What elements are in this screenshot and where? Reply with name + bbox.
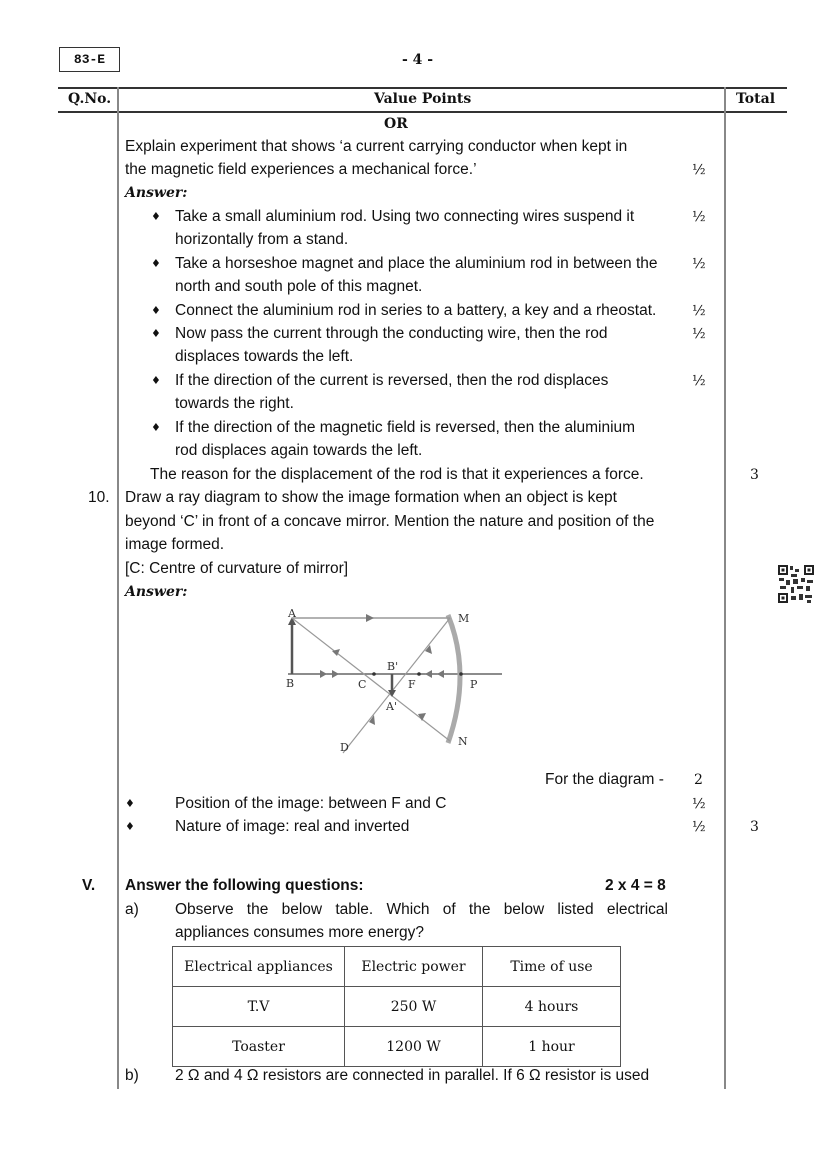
table-cell: 1200 W <box>345 1027 483 1067</box>
step-1-line2: horizontally from a stand. <box>175 231 349 248</box>
section-v-marks: 2 x 4 = 8 <box>605 877 666 894</box>
bullet-icon: ♦ <box>151 257 161 270</box>
q-b-line1: 2 Ω and 4 Ω resistors are connected in parallel. If 6 Ω resistor is used <box>175 1067 650 1084</box>
q-a-line2: appliances consumes more energy? <box>175 924 424 941</box>
step-5-line2: towards the right. <box>175 395 294 412</box>
table-header-rule <box>58 111 787 113</box>
bullet-icon: ♦ <box>151 304 161 317</box>
step-6-line1: If the direction of the magnetic field is reversed, then the aluminium <box>175 419 636 436</box>
step-5-line1: If the direction of the current is reversed, then the rod displaces <box>175 372 609 389</box>
label-B-prime: B' <box>387 660 399 673</box>
concave-mirror-ray-diagram <box>280 605 510 755</box>
table-header-cell: Electric power <box>345 947 483 987</box>
table-cell: Toaster <box>173 1027 345 1067</box>
label-D: D <box>340 741 349 754</box>
or-label: OR <box>384 116 408 132</box>
column-divider-qno <box>117 87 119 1089</box>
step-2-mark: ½ <box>692 256 706 272</box>
diagram-mark: 2 <box>694 772 703 788</box>
table-row <box>173 987 621 1027</box>
q9-question-mark: ½ <box>692 162 706 178</box>
diagram-mark-label: For the diagram - <box>545 771 664 788</box>
q9-question-line1: Explain experiment that shows ‘a current carrying conductor when kept in <box>125 138 628 155</box>
bullet-icon: ♦ <box>151 374 161 387</box>
section-v-title: Answer the following questions: <box>125 877 364 894</box>
table-header-cell: Time of use <box>483 947 621 987</box>
section-v-number: V. <box>82 877 96 894</box>
q10-point-nature: Nature of image: real and inverted <box>175 818 410 835</box>
bullet-icon: ♦ <box>151 421 161 434</box>
bullet-icon: ♦ <box>151 327 161 340</box>
step-3-line1: Connect the aluminium rod in series to a battery, a key and a rheostat. <box>175 302 657 319</box>
table-top-rule <box>58 87 787 89</box>
q10-question-line3: image formed. <box>125 536 225 553</box>
step-4-line2: displaces towards the left. <box>175 348 354 365</box>
q9-reason: The reason for the displacement of the rod is that it experiences a force. <box>150 466 644 483</box>
step-5-mark: ½ <box>692 373 706 389</box>
qr-code-icon <box>777 564 815 604</box>
q10-answer-label: Answer: <box>125 584 188 600</box>
bullet-icon: ♦ <box>125 797 135 810</box>
step-3-mark: ½ <box>692 303 706 319</box>
header-value-points: Value Points <box>374 91 472 107</box>
q10-point-position-mark: ½ <box>692 796 706 812</box>
label-C: C <box>358 678 367 691</box>
q10-point-position: Position of the image: between F and C <box>175 795 447 812</box>
table-cell: 1 hour <box>483 1027 621 1067</box>
bullet-icon: ♦ <box>151 210 161 223</box>
step-4-mark: ½ <box>692 326 706 342</box>
label-F: F <box>408 678 416 691</box>
step-1-mark: ½ <box>692 209 706 225</box>
q-a-line1: Observe the below table. Which of the below listed electrical <box>175 901 668 918</box>
q10-question-line1: Draw a ray diagram to show the image formation when an object is kept <box>125 489 617 506</box>
bullet-icon: ♦ <box>125 820 135 833</box>
table-header-cell: Electrical appliances <box>173 947 345 987</box>
q10-point-nature-mark: ½ <box>692 819 706 835</box>
page-number: - 4 - <box>402 52 434 68</box>
table-cell: 4 hours <box>483 987 621 1027</box>
step-1-line1: Take a small aluminium rod. Using two connecting wires suspend it <box>175 208 635 225</box>
label-M: M <box>458 612 470 625</box>
q10-total: 3 <box>750 819 759 835</box>
q-b-label: b) <box>125 1067 139 1084</box>
step-2-line1: Take a horseshoe magnet and place the aluminium rod in between the <box>175 255 658 272</box>
label-A: A <box>288 607 296 620</box>
q10-number: 10. <box>88 489 110 506</box>
q9-answer-label: Answer: <box>125 185 188 201</box>
table-row <box>173 1027 621 1067</box>
label-N: N <box>458 735 468 748</box>
q9-total: 3 <box>750 467 759 483</box>
step-4-line1: Now pass the current through the conducting wire, then the rod <box>175 325 608 342</box>
table-cell: 250 W <box>345 987 483 1027</box>
q9-question-line2: the magnetic field experiences a mechanical force.’ <box>125 161 477 178</box>
q-a-label: a) <box>125 901 139 918</box>
header-qno: Q.No. <box>68 91 112 107</box>
paper-code-box <box>59 47 120 72</box>
q10-note: [C: Centre of curvature of mirror] <box>125 560 349 577</box>
q10-question-line2: beyond ‘C’ in front of a concave mirror. Mention the nature and position of the <box>125 513 655 530</box>
label-A-prime: A' <box>386 700 397 713</box>
paper-code: 83-E <box>73 52 106 67</box>
header-total: Total <box>736 91 776 107</box>
table-cell: T.V <box>173 987 345 1027</box>
label-P: P <box>470 678 478 691</box>
step-6-line2: rod displaces again towards the left. <box>175 442 423 459</box>
label-B: B <box>286 677 295 690</box>
appliances-table <box>172 946 621 1067</box>
step-2-line2: north and south pole of this magnet. <box>175 278 423 295</box>
column-divider-total <box>724 87 726 1089</box>
table-header-row <box>173 947 621 987</box>
